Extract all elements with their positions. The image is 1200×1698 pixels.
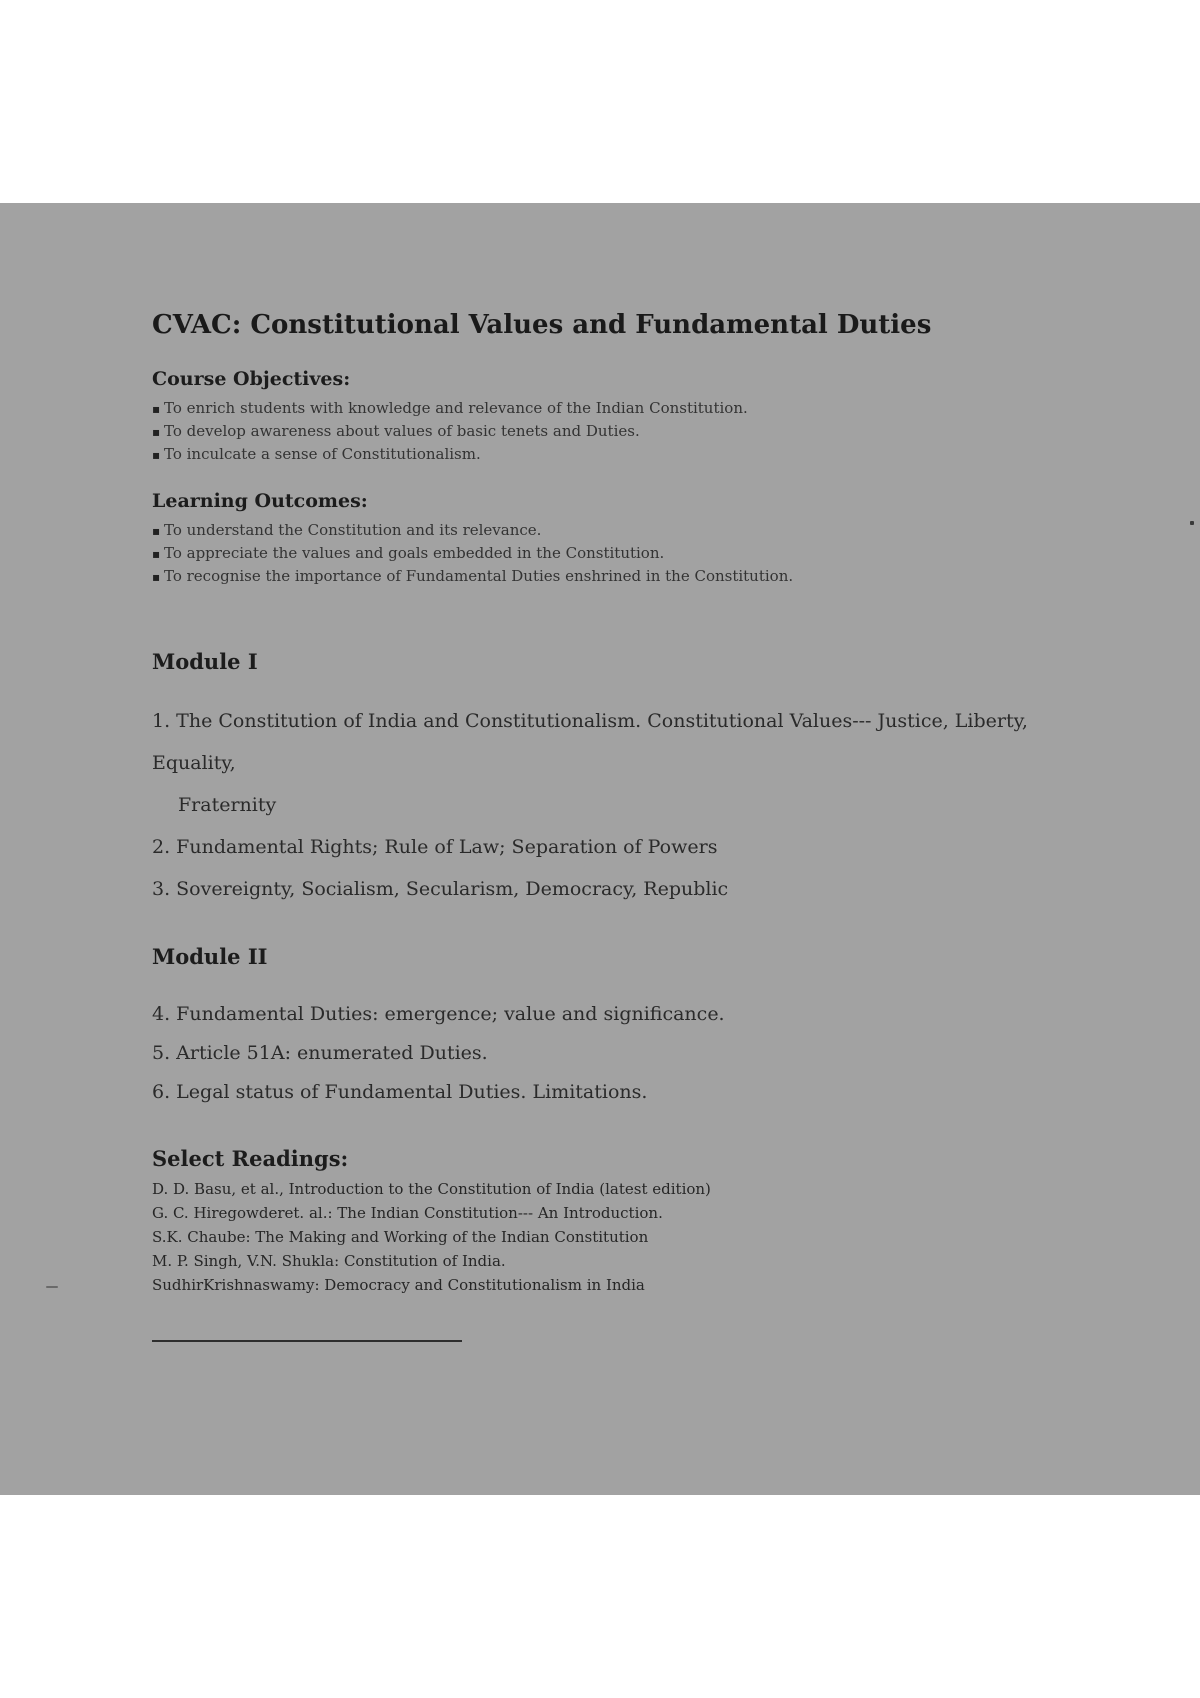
list-item: M. P. Singh, V.N. Shukla: Constitution of India. xyxy=(152,1252,506,1270)
list-item: ▪ To recognise the importance of Fundamental Duties enshrined in the Constitution. xyxy=(152,565,793,588)
scan-speck xyxy=(46,1286,58,1288)
list-item: ▪ To inculcate a sense of Constitutionalism. xyxy=(152,443,748,466)
list-item: 1. The Constitution of India and Constitutionalism. Constitutional Values--- Justice, Liberty, xyxy=(152,710,1028,732)
list-item: 5. Article 51A: enumerated Duties. xyxy=(152,1042,488,1064)
scanned-page xyxy=(0,203,1200,1495)
select-readings-list xyxy=(152,1177,711,1297)
module-2-list xyxy=(152,995,725,1112)
scan-speck xyxy=(1190,521,1194,525)
list-item: Equality, xyxy=(152,752,236,774)
list-item: Fraternity xyxy=(178,794,277,816)
list-item: S.K. Chaube: The Making and Working of the Indian Constitution xyxy=(152,1228,649,1246)
list-item: ▪ To appreciate the values and goals embedded in the Constitution. xyxy=(152,542,793,565)
select-readings-heading: Select Readings: xyxy=(152,1146,349,1171)
list-item: SudhirKrishnaswamy: Democracy and Constitutionalism in India xyxy=(152,1276,645,1294)
course-objectives-heading: Course Objectives: xyxy=(152,368,351,390)
document-title: CVAC: Constitutional Values and Fundamental Duties xyxy=(152,310,932,340)
list-item: 4. Fundamental Duties: emergence; value and significance. xyxy=(152,1003,725,1025)
list-item: ▪ To enrich students with knowledge and relevance of the Indian Constitution. xyxy=(152,397,748,420)
module-1-list xyxy=(152,700,1028,910)
list-item: ▪ To develop awareness about values of basic tenets and Duties. xyxy=(152,420,748,443)
list-item: ▪ To understand the Constitution and its relevance. xyxy=(152,519,793,542)
module-1-heading: Module I xyxy=(152,649,258,674)
list-item: D. D. Basu, et al., Introduction to the Constitution of India (latest edition) xyxy=(152,1180,711,1198)
list-item: 2. Fundamental Rights; Rule of Law; Separation of Powers xyxy=(152,836,718,858)
module-2-heading: Module II xyxy=(152,944,268,969)
course-objectives-list xyxy=(152,397,748,466)
list-item: 3. Sovereignty, Socialism, Secularism, Democracy, Republic xyxy=(152,878,729,900)
end-divider xyxy=(152,1340,462,1342)
learning-outcomes-heading: Learning Outcomes: xyxy=(152,490,368,512)
list-item: 6. Legal status of Fundamental Duties. Limitations. xyxy=(152,1081,648,1103)
learning-outcomes-list xyxy=(152,519,793,588)
list-item: G. C. Hiregowderet. al.: The Indian Constitution--- An Introduction. xyxy=(152,1204,663,1222)
